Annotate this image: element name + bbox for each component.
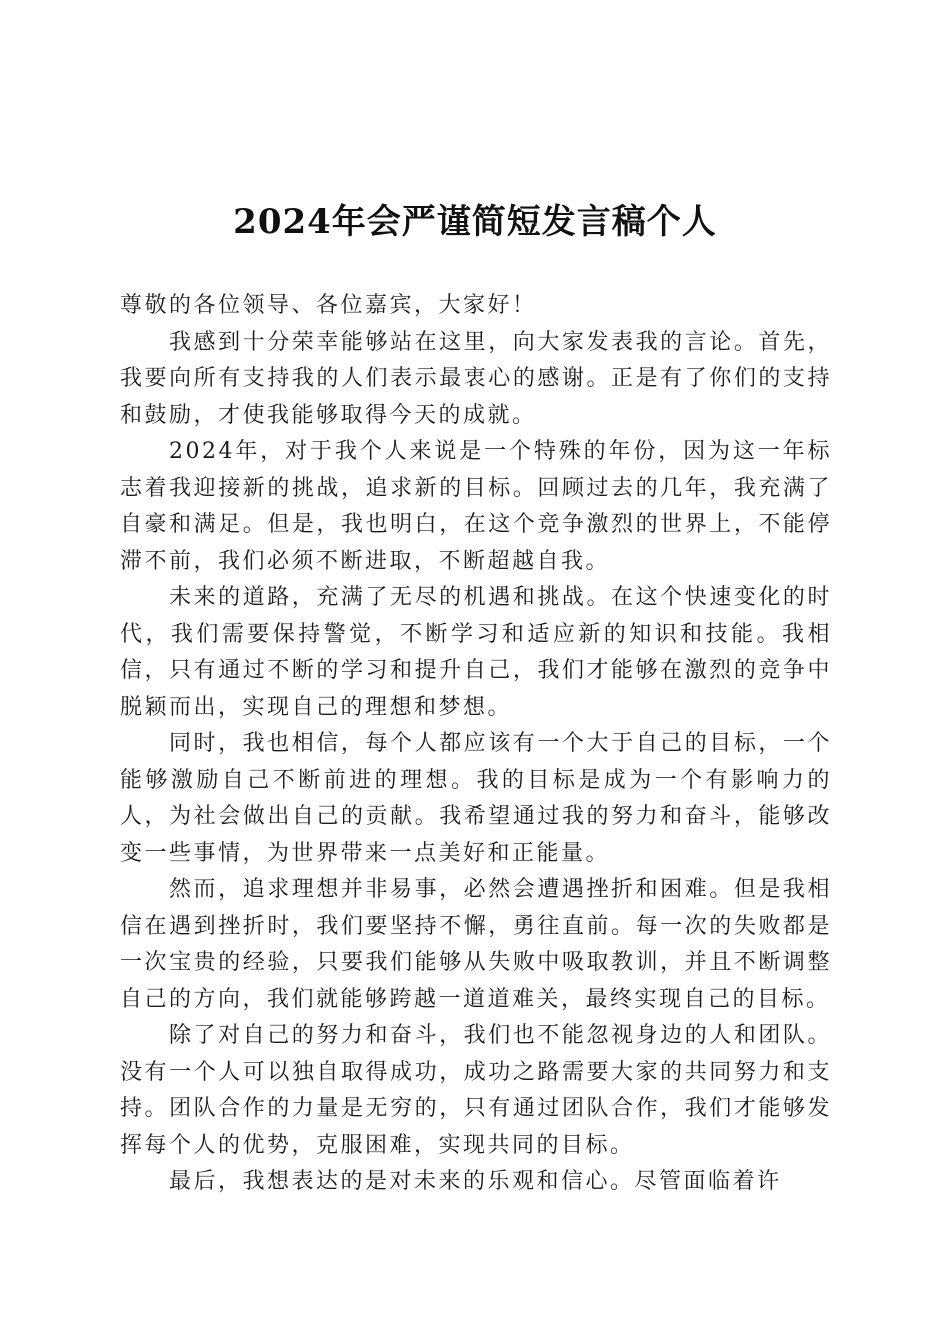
paragraph: 我感到十分荣幸能够站在这里，向大家发表我的言论。首先，我要向所有支持我的人们表示最衷心的感谢。正是有了你们的支持和鼓励，才使我能够取得今天的成就。: [120, 329, 832, 428]
paragraph: 最后，我想表达的是对未来的乐观和信心。尽管面临着许: [169, 1169, 782, 1194]
greeting-line: 尊敬的各位领导、各位嘉宾，大家好！: [120, 293, 537, 318]
document-title: 2024年会严谨简短发言稿个人: [233, 202, 717, 242]
paragraph: 2024年，对于我个人来说是一个特殊的年份，因为这一年标志着我迎接新的挑战，追求新的目标。回顾过去的几年，我充满了自豪和满足。但是，我也明白，在这个竞争激烈的世界上，不能停滞不前，我们必须不断进取，不断超越自我。: [120, 439, 832, 574]
document-body: [120, 288, 832, 1201]
paragraph: 然而，追求理想并非易事，必然会遭遇挫折和困难。但是我相信在遇到挫折时，我们要坚持不懈，勇往直前。每一次的失败都是一次宝贵的经验，只要我们能够从失败中吸取教训，并且不断调整自己的方向，我们就能够跨越一道道难关，最终实现自己的目标。: [120, 877, 832, 1012]
paragraph: 同时，我也相信，每个人都应该有一个大于自己的目标，一个能够激励自己不断前进的理想。我的目标是成为一个有影响力的人，为社会做出自己的贡献。我希望通过我的努力和奋斗，能够改变一些事情，为世界带来一点美好和正能量。: [120, 731, 832, 866]
paragraph: 未来的道路，充满了无尽的机遇和挑战。在这个快速变化的时代，我们需要保持警觉，不断学习和适应新的知识和技能。我相信，只有通过不断的学习和提升自己，我们才能够在激烈的竞争中脱颖而出，实现自己的理想和梦想。: [120, 585, 832, 720]
paragraph: 除了对自己的努力和奋斗，我们也不能忽视身边的人和团队。没有一个人可以独自取得成功，成功之路需要大家的共同努力和支持。团队合作的力量是无穷的，只有通过团队合作，我们才能够发挥每个人的优势，克服困难，实现共同的目标。: [120, 1023, 832, 1158]
